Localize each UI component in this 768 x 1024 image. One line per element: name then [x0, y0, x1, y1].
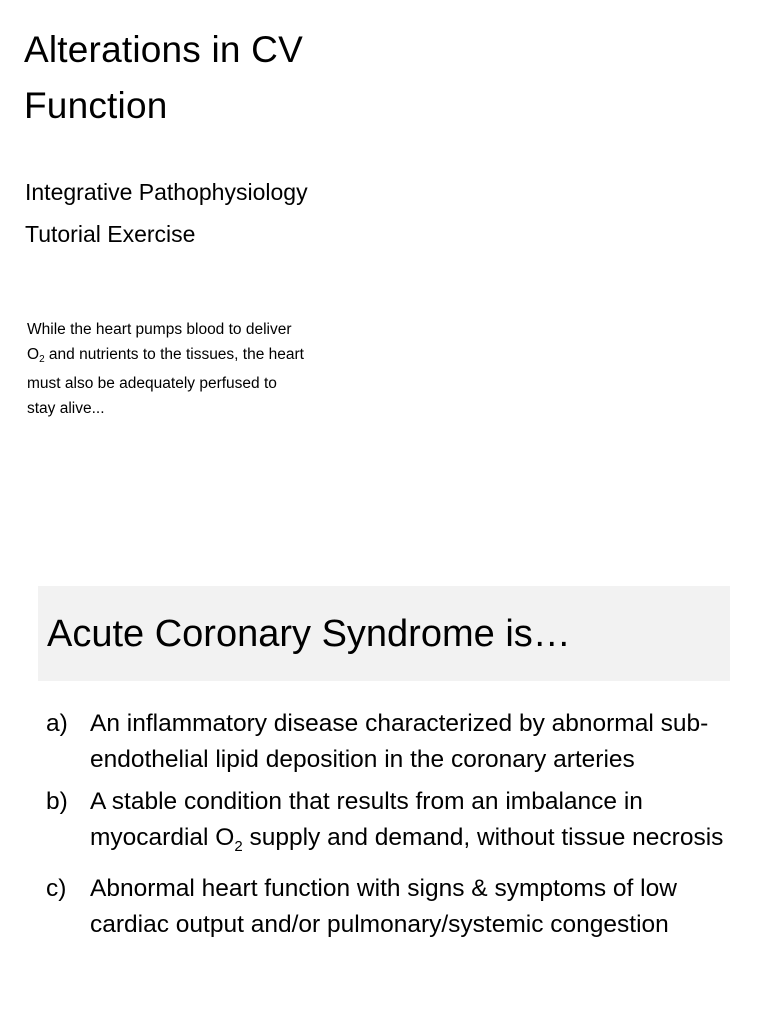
- answer-option-b: [46, 784, 736, 865]
- answer-option-c: [46, 871, 736, 943]
- intro-line-4: stay alive...: [27, 399, 105, 417]
- question-heading: Acute Coronary Syndrome is…: [47, 613, 571, 655]
- option-subscript: 2: [234, 838, 243, 855]
- intro-line-2-rest: and nutrients to the tissues, the heart: [44, 345, 304, 363]
- title-line-2: Function: [24, 85, 168, 126]
- intro-line-2-prefix: O: [27, 345, 40, 363]
- slide-subtitle: [25, 171, 445, 255]
- question-title-box: [38, 586, 730, 681]
- intro-line-1: While the heart pumps blood to deliver: [27, 321, 292, 338]
- subtitle-line-1: Integrative Pathophysiology: [25, 179, 308, 205]
- slide-question: [0, 586, 768, 1024]
- option-text-after: supply and demand, without tissue necrosis: [242, 824, 724, 851]
- option-text-before: A stable condition that results from an imbalance in myocardial O: [90, 788, 643, 851]
- slide-title-heading: [24, 22, 424, 134]
- option-letter: b): [46, 788, 68, 815]
- title-line-1: Alterations in CV: [24, 29, 303, 70]
- option-letter: c): [46, 875, 67, 902]
- answer-options: [46, 706, 736, 949]
- answer-option-a: [46, 706, 736, 778]
- intro-paragraph: [27, 318, 357, 421]
- option-text: An inflammatory disease characterized by abnormal sub-endothelial lipid deposition in the coronary arteries: [90, 710, 709, 773]
- intro-line-3: must also be adequately perfused to: [27, 375, 277, 392]
- subtitle-line-2: Tutorial Exercise: [25, 221, 196, 247]
- option-letter: a): [46, 710, 68, 737]
- intro-line-2-subscript: 2: [39, 353, 45, 365]
- option-text: Abnormal heart function with signs & symptoms of low cardiac output and/or pulmonary/systemic congestion: [90, 875, 677, 938]
